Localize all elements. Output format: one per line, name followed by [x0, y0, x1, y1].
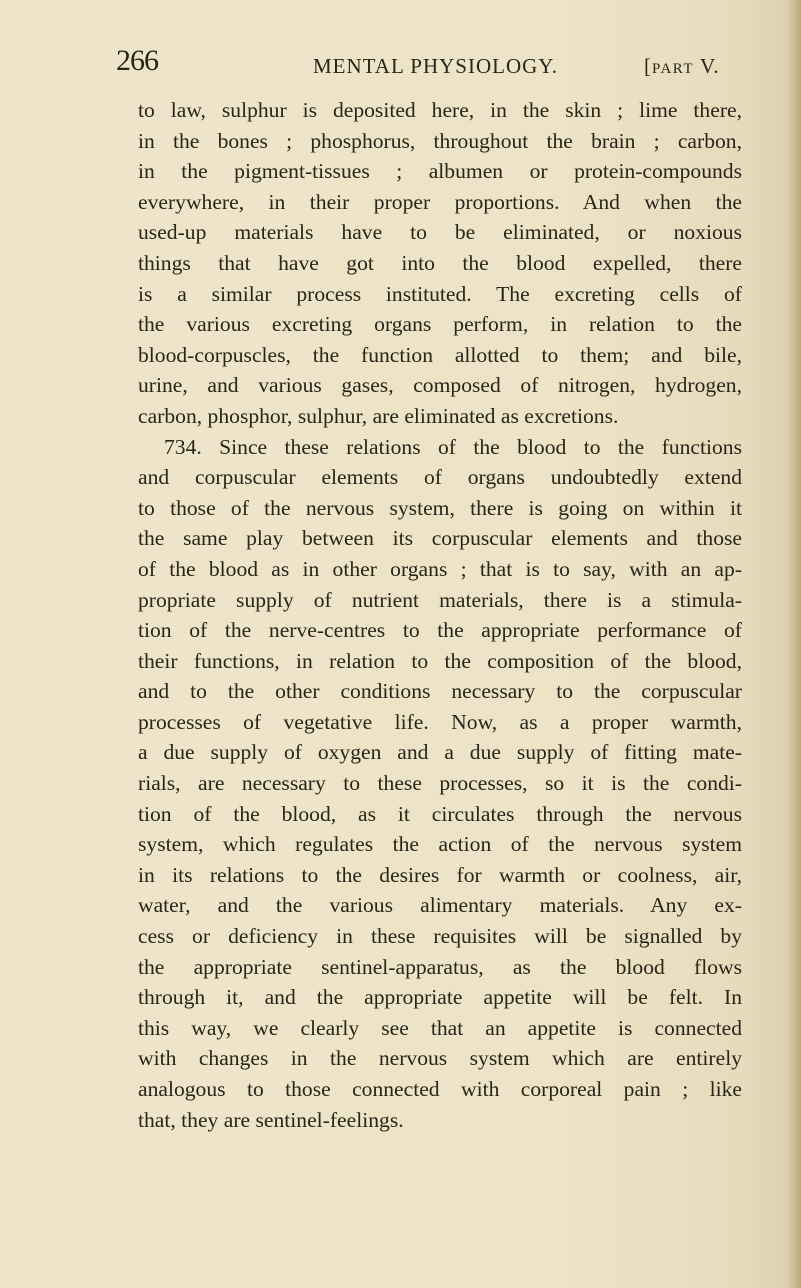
text-line: through it, and the appropriate appetite will be felt. In — [138, 985, 742, 1010]
text-line: of the blood as in other organs ; that is to say, with an ap- — [138, 556, 742, 581]
text-line: their functions, in relation to the composition of the blood, — [138, 648, 742, 673]
text-line: and to the other conditions necessary to the corpuscular — [138, 679, 742, 704]
part-word: PART — [652, 61, 695, 77]
text-line: to law, sulphur is deposited here, in the skin ; lime there, — [138, 98, 742, 122]
text-line: blood-corpuscles, the function allotted to them; and bile, — [138, 342, 742, 367]
text-line: in its relations to the desires for warmth or coolness, air, — [138, 862, 742, 887]
page-edge-shadow — [787, 0, 801, 1288]
text-line: used-up materials have to be eliminated, or noxious — [138, 220, 742, 245]
text-line: analogous to those connected with corporeal pain ; like — [138, 1077, 742, 1101]
text-line: rials, are necessary to these processes, so it is the condi- — [138, 771, 742, 796]
text-line: and corpuscular elements of organs undoubtedly extend — [138, 465, 742, 490]
text-line: everywhere, in their proper proportions. And when the — [138, 189, 742, 214]
text-line: tion of the blood, as it circulates through the nervous — [138, 801, 742, 826]
text-line: propriate supply of nutrient materials, there is a stimula- — [138, 587, 742, 612]
text-line: is a similar process instituted. The excreting cells of — [138, 281, 742, 306]
running-header — [108, 44, 768, 80]
text-line: carbon, phosphor, sulphur, are eliminated as excretions. — [138, 403, 619, 428]
page-number: 266 — [116, 44, 158, 77]
text-line: urine, and various gases, composed of nitrogen, hydrogen, — [138, 373, 742, 398]
text-line: the same play between its corpuscular elements and those — [138, 526, 742, 551]
text-line: this way, we clearly see that an appetite is connected — [138, 1015, 742, 1040]
text-line: cess or deficiency in these requisites will be signalled by — [138, 924, 742, 949]
text-line: system, which regulates the action of the nervous system — [138, 832, 742, 857]
part-numeral: V. — [699, 54, 720, 78]
text-line: the various excreting organs perform, in relation to the — [138, 312, 742, 337]
text-line: in the pigment-tissues ; albumen or protein-compounds — [138, 159, 742, 184]
text-line: processes of vegetative life. Now, as a proper warmth, — [138, 709, 742, 734]
text-line: 734. Since these relations of the blood to the functions — [164, 434, 742, 459]
part-label — [644, 54, 720, 79]
body-text — [138, 95, 742, 1135]
text-line: tion of the nerve-centres to the appropriate performance of — [138, 618, 742, 643]
text-line: water, and the various alimentary materials. Any ex- — [138, 893, 742, 918]
text-line: in the bones ; phosphorus, throughout the brain ; carbon, — [138, 128, 742, 153]
running-title: MENTAL PHYSIOLOGY. — [313, 54, 558, 78]
text-line: things that have got into the blood expelled, there — [138, 250, 742, 275]
text-line: a due supply of oxygen and a due supply of fitting mate- — [138, 740, 742, 765]
text-line: that, they are sentinel-feelings. — [138, 1107, 404, 1132]
text-line: to those of the nervous system, there is going on within it — [138, 495, 742, 520]
text-line: with changes in the nervous system which are entirely — [138, 1046, 742, 1071]
text-line: the appropriate sentinel-apparatus, as the blood flows — [138, 954, 742, 979]
part-bracket: [ — [644, 54, 652, 78]
